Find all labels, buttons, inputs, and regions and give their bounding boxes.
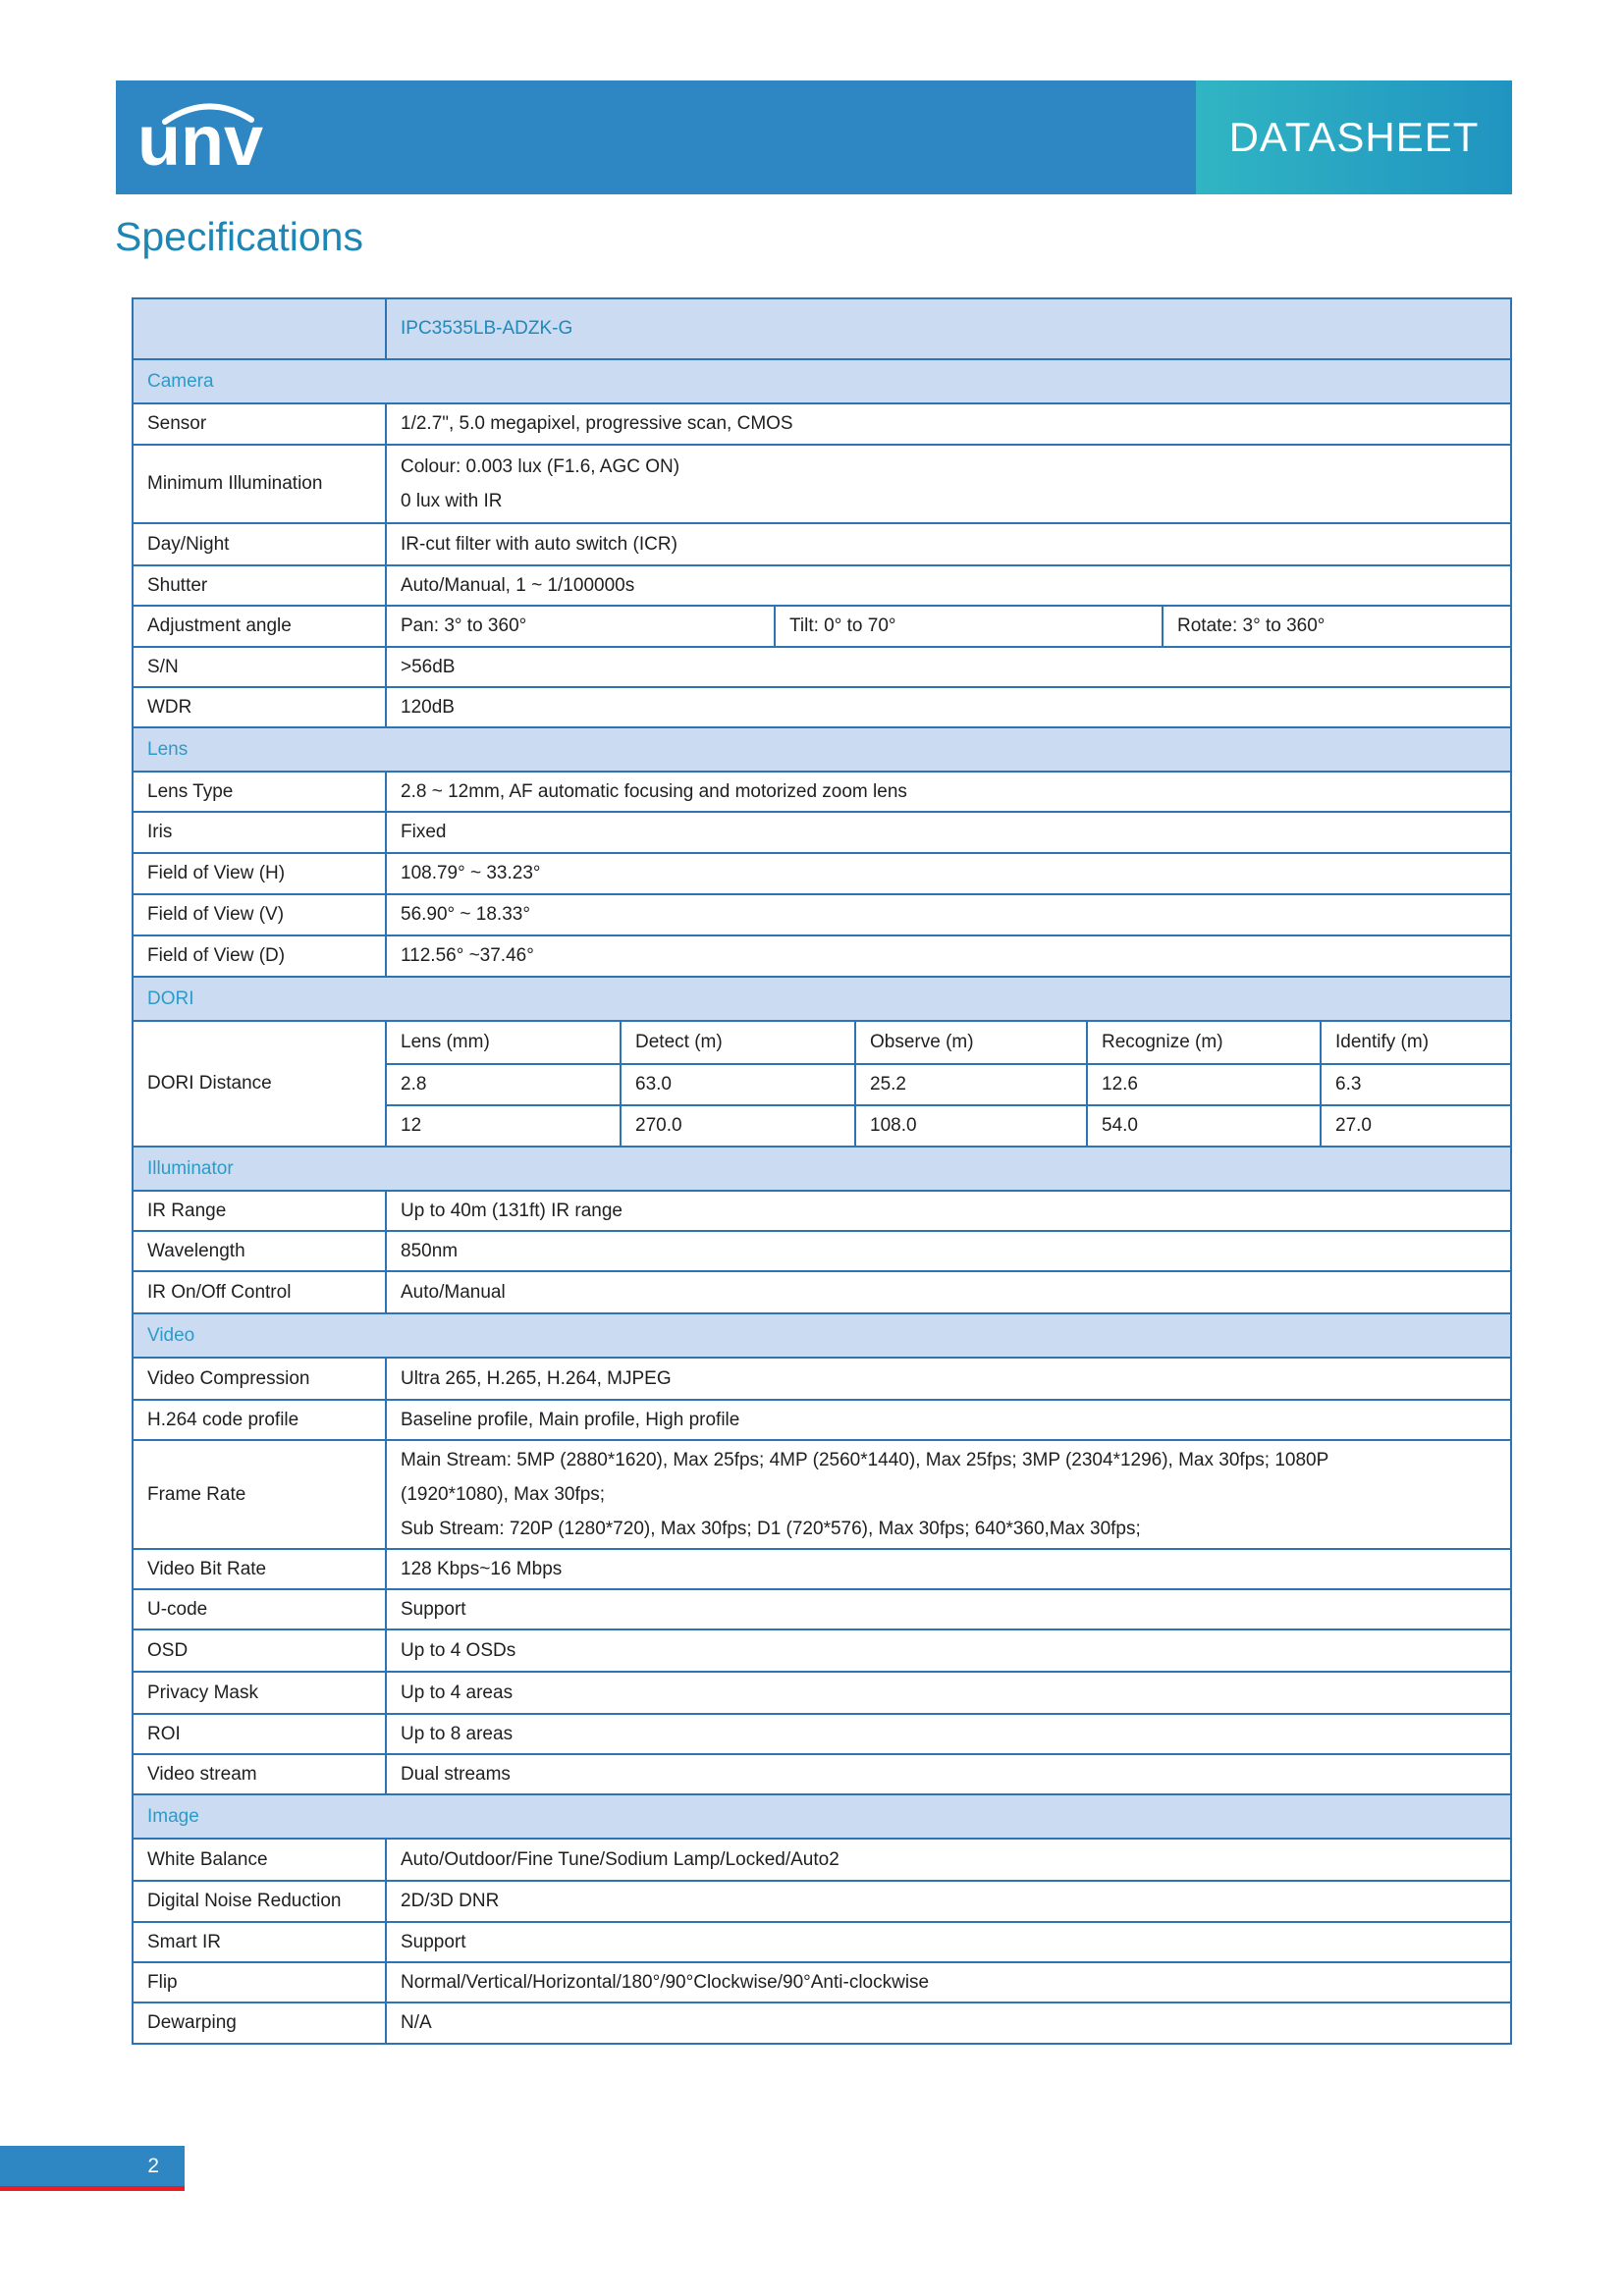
- spec-row-flip: Flip Normal/Vertical/Horizontal/180°/90°Clockwise/90°Anti-clockwise: [134, 1961, 1510, 2002]
- footer-red-bar: [0, 2186, 185, 2191]
- dori-value: 27.0: [1320, 1104, 1510, 1146]
- spec-row-ucode: U-code Support: [134, 1588, 1510, 1629]
- spec-row-fov-h: Field of View (H) 108.79° ~ 33.23°: [134, 852, 1510, 893]
- page-title: Specifications: [115, 214, 363, 259]
- datasheet-label: DATASHEET: [1228, 114, 1480, 160]
- spec-row-wavelength: Wavelength 850nm: [134, 1230, 1510, 1270]
- spec-row-minimum-illumination: Minimum Illumination Colour: 0.003 lux (F1.6, AGC ON) 0 lux with IR: [134, 444, 1510, 522]
- spec-row-h264-profile: H.264 code profile Baseline profile, Main profile, High profile: [134, 1399, 1510, 1439]
- dori-value: 63.0: [620, 1063, 854, 1104]
- dori-value: 25.2: [854, 1063, 1086, 1104]
- spec-row-ir-range: IR Range Up to 40m (131ft) IR range: [134, 1190, 1510, 1230]
- frame-rate-line-2: (1920*1080), Max 30fps;: [401, 1484, 606, 1505]
- section-header-video: Video: [134, 1312, 1510, 1357]
- spec-row-adjustment-angle: Adjustment angle Pan: 3° to 360° Tilt: 0° to 70° Rotate: 3° to 360°: [134, 605, 1510, 646]
- page-number: 2: [147, 2154, 159, 2177]
- spec-row-privacy-mask: Privacy Mask Up to 4 areas: [134, 1671, 1510, 1713]
- spec-row-wdr: WDR 120dB: [134, 686, 1510, 726]
- unv-logo: [137, 94, 285, 185]
- spec-row-roi: ROI Up to 8 areas: [134, 1713, 1510, 1753]
- dori-col-header: Lens (mm): [401, 1032, 490, 1052]
- illumination-line-1: Colour: 0.003 lux (F1.6, AGC ON): [401, 456, 680, 477]
- spec-row-dnr: Digital Noise Reduction 2D/3D DNR: [134, 1880, 1510, 1921]
- section-header-illuminator: Illuminator: [134, 1146, 1510, 1190]
- header-banner: [116, 80, 1512, 194]
- spec-row-dori-distance: DORI Distance Lens (mm) Detect (m) Observe (m) Recognize (m) Identify (m) 2.8 63.0 25.2 12.6 6.3 12 270.0 108.0 54.0 27.0: [134, 1020, 1510, 1146]
- datasheet-banner-block: [1196, 80, 1512, 194]
- spec-row-osd: OSD Up to 4 OSDs: [134, 1629, 1510, 1671]
- adjustment-pan: Pan: 3° to 360°: [401, 615, 527, 636]
- dori-value: 12: [387, 1104, 620, 1146]
- dori-value: 54.0: [1086, 1104, 1320, 1146]
- spec-table: [132, 297, 1512, 2045]
- spec-row-smart-ir: Smart IR Support: [134, 1921, 1510, 1961]
- frame-rate-line-1: Main Stream: 5MP (2880*1620), Max 25fps; 4MP (2560*1440), Max 25fps; 3MP (2304*1296), Max 30fps; 1080P: [401, 1450, 1329, 1470]
- model-empty-cell: [134, 299, 387, 358]
- frame-rate-line-3: Sub Stream: 720P (1280*720), Max 30fps; D1 (720*576), Max 30fps; 640*360,Max 30fps;: [401, 1519, 1141, 1539]
- adjustment-tilt: Tilt: 0° to 70°: [774, 607, 1162, 646]
- dori-col-header: Identify (m): [1320, 1022, 1510, 1063]
- spec-row-model: [134, 299, 1510, 358]
- footer-page-badge: [0, 2146, 185, 2186]
- illumination-line-2: 0 lux with IR: [401, 491, 503, 511]
- spec-row-shutter: Shutter Auto/Manual, 1 ~ 1/100000s: [134, 564, 1510, 605]
- spec-row-dewarping: Dewarping N/A: [134, 2002, 1510, 2043]
- dori-value: 12.6: [1086, 1063, 1320, 1104]
- spec-row-ir-control: IR On/Off Control Auto/Manual: [134, 1270, 1510, 1312]
- dori-value: 270.0: [620, 1104, 854, 1146]
- section-header-image: Image: [134, 1793, 1510, 1838]
- spec-row-sn: S/N >56dB: [134, 646, 1510, 686]
- dori-col-header: Detect (m): [620, 1022, 854, 1063]
- spec-row-lens-type: Lens Type 2.8 ~ 12mm, AF automatic focusing and motorized zoom lens: [134, 771, 1510, 811]
- spec-row-fov-v: Field of View (V) 56.90° ~ 18.33°: [134, 893, 1510, 934]
- spec-row-sensor: Sensor 1/2.7", 5.0 megapixel, progressive scan, CMOS: [134, 402, 1510, 444]
- spec-row-video-compression: Video Compression Ultra 265, H.265, H.264, MJPEG: [134, 1357, 1510, 1399]
- spec-row-white-balance: White Balance Auto/Outdoor/Fine Tune/Sodium Lamp/Locked/Auto2: [134, 1838, 1510, 1880]
- spec-row-video-stream: Video stream Dual streams: [134, 1753, 1510, 1793]
- model-number: IPC3535LB-ADZK-G: [401, 318, 573, 339]
- dori-value: 2.8: [387, 1063, 620, 1104]
- dori-col-header: Recognize (m): [1086, 1022, 1320, 1063]
- spec-row-frame-rate: Frame Rate Main Stream: 5MP (2880*1620), Max 25fps; 4MP (2560*1440), Max 25fps; 3MP (2304*1296), Max 30fps; 1080P (1920*1080), Max 30fps; Sub Stream: 720P (1280*720), Max 30fps; D1 (720*576), Max 30fps; 640*360,Max 30fps;: [134, 1439, 1510, 1548]
- dori-value: 6.3: [1320, 1063, 1510, 1104]
- dori-grid: [387, 1022, 1510, 1146]
- spec-row-iris: Iris Fixed: [134, 811, 1510, 852]
- spec-row-video-bit-rate: Video Bit Rate 128 Kbps~16 Mbps: [134, 1548, 1510, 1588]
- logo-text: unv: [137, 102, 264, 181]
- adjustment-rotate: Rotate: 3° to 360°: [1162, 607, 1510, 646]
- dori-value: 108.0: [854, 1104, 1086, 1146]
- dori-col-header: Observe (m): [854, 1022, 1086, 1063]
- spec-row-fov-d: Field of View (D) 112.56° ~37.46°: [134, 934, 1510, 976]
- spec-row-day-night: Day/Night IR-cut filter with auto switch (ICR): [134, 522, 1510, 564]
- section-header-camera: Camera: [134, 358, 1510, 402]
- section-header-lens: Lens: [134, 726, 1510, 771]
- section-header-dori: DORI: [134, 976, 1510, 1020]
